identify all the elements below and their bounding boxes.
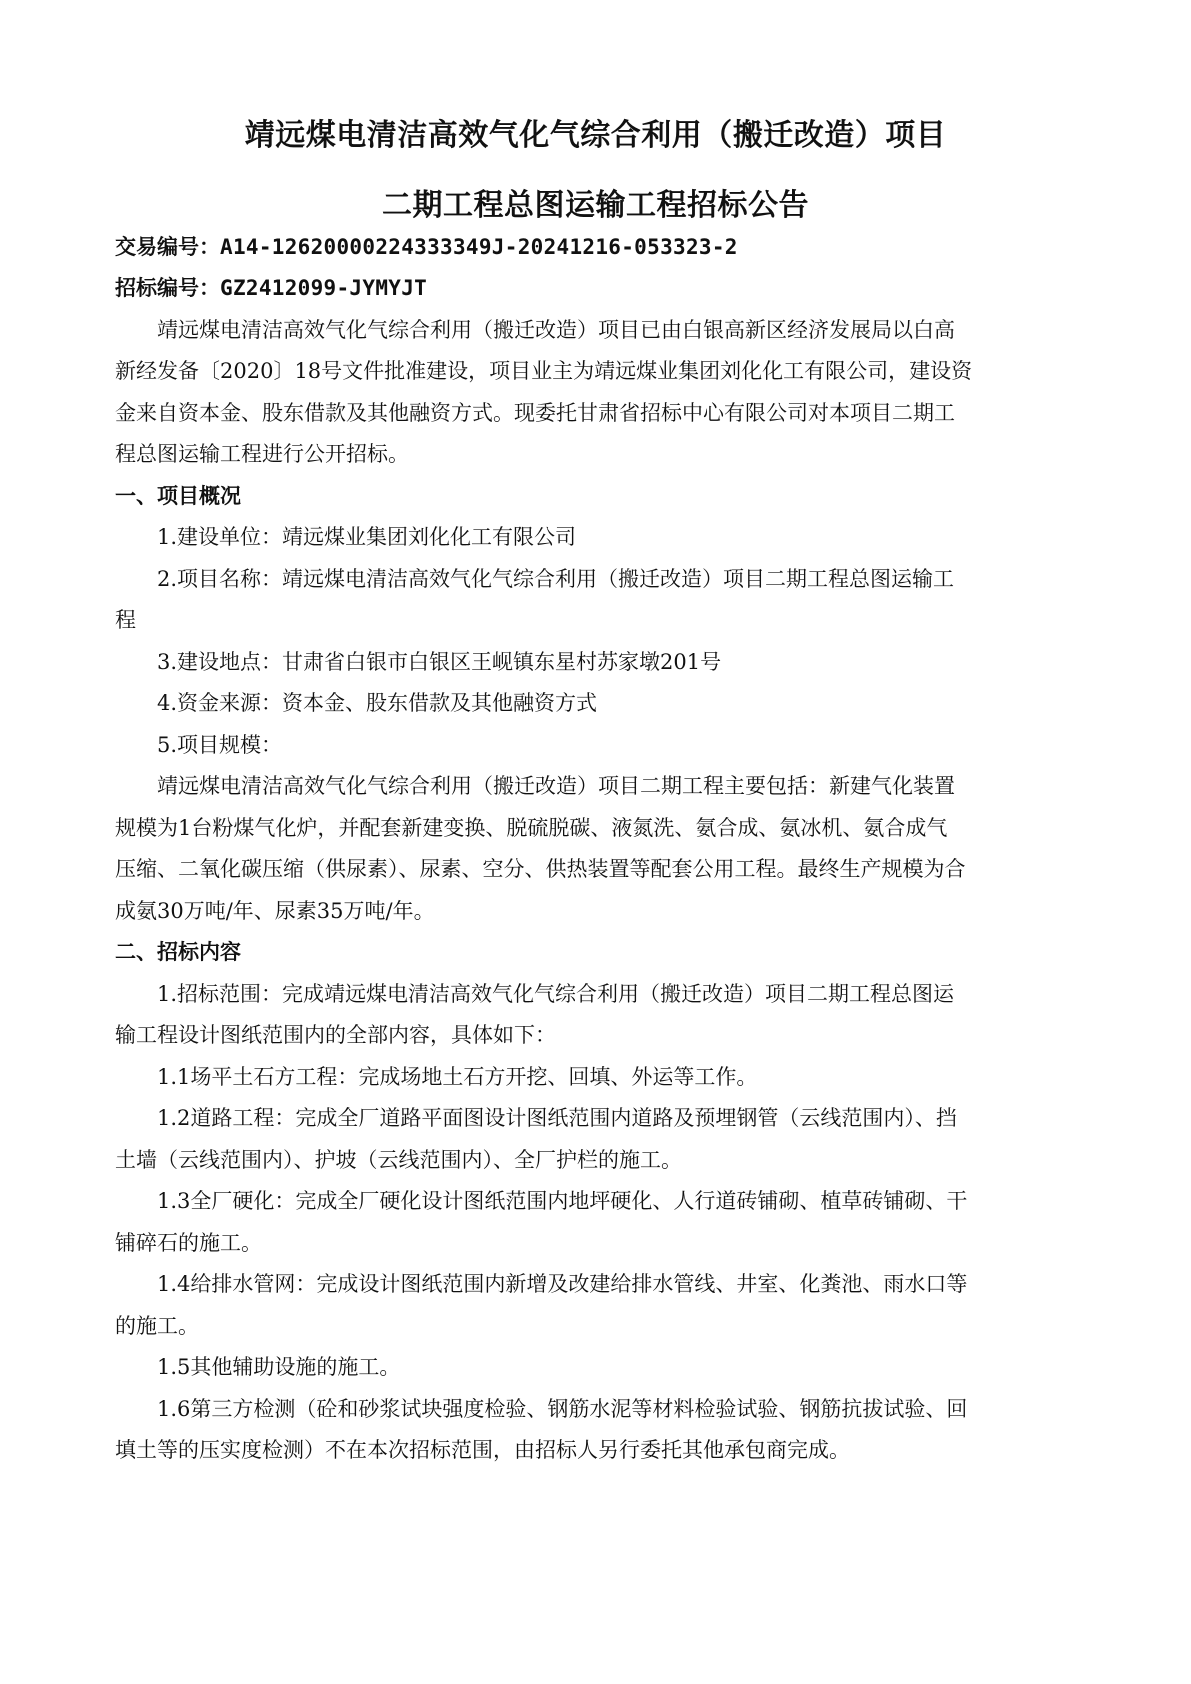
project-item-4: 4.资金来源：资本金、股东借款及其他融资方式 bbox=[157, 691, 598, 715]
section1-heading: 一、项目概况 bbox=[115, 484, 241, 508]
trade-number-label: 交易编号： bbox=[115, 235, 220, 259]
bid-number-value: GZ2412099-JYMYJT bbox=[220, 276, 428, 300]
scope-item-1-1: 1.1场平土石方工程：完成场地土石方开挖、回填、外运等工作。 bbox=[157, 1065, 758, 1089]
intro-line-1: 靖远煤电清洁高效气化气综合利用（搬迁改造）项目已由白银高新区经济发展局以白高 bbox=[157, 318, 955, 342]
scope-line-2: 输工程设计图纸范围内的全部内容，具体如下： bbox=[115, 1023, 556, 1047]
scope-item-1-5: 1.5其他辅助设施的施工。 bbox=[157, 1355, 401, 1379]
scope-line-1: 1.招标范围：完成靖远煤电清洁高效气化气综合利用（搬迁改造）项目二期工程总图运 bbox=[157, 982, 955, 1006]
document-title-line1: 靖远煤电清洁高效气化气综合利用（搬迁改造）项目 bbox=[244, 118, 947, 153]
trade-number-value: A14-12620000224333349J-20241216-053323-2 bbox=[220, 235, 738, 259]
scope-item-1-6: 1.6第三方检测（砼和砂浆试块强度检验、钢筋水泥等材料检验试验、钢筋抗拔试验、回 bbox=[157, 1397, 968, 1421]
scope-item-1-3: 1.3全厂硬化：完成全厂硬化设计图纸范围内地坪硬化、人行道砖铺砌、植草砖铺砌、干 bbox=[157, 1189, 968, 1213]
intro-line-4: 程总图运输工程进行公开招标。 bbox=[115, 442, 409, 466]
scope-item-1-3-cont: 铺碎石的施工。 bbox=[115, 1231, 262, 1255]
intro-line-2: 新经发备〔2020〕18号文件批准建设，项目业主为靖远煤业集团刘化化工有限公司，建设资 bbox=[115, 359, 973, 383]
scope-item-1-4-cont: 的施工。 bbox=[115, 1314, 199, 1338]
project-item-1: 1.建设单位：靖远煤业集团刘化化工有限公司 bbox=[157, 525, 577, 549]
section2-heading: 二、招标内容 bbox=[115, 940, 241, 964]
scope-item-1-4: 1.4给排水管网：完成设计图纸范围内新增及改建给排水管线、井室、化粪池、雨水口等 bbox=[157, 1272, 968, 1296]
scale-line-1: 靖远煤电清洁高效气化气综合利用（搬迁改造）项目二期工程主要包括：新建气化装置 bbox=[157, 774, 955, 798]
project-item-2-cont: 程 bbox=[115, 608, 136, 632]
scope-item-1-2: 1.2道路工程：完成全厂道路平面图设计图纸范围内道路及预埋钢管（云线范围内）、挡 bbox=[157, 1106, 957, 1130]
bid-number-label: 招标编号： bbox=[115, 276, 220, 300]
scale-line-4: 成氨30万吨/年、尿素35万吨/年。 bbox=[115, 899, 435, 923]
project-item-5: 5.项目规模： bbox=[157, 733, 283, 757]
trade-number bbox=[115, 232, 1075, 262]
scale-line-3: 压缩、二氧化碳压缩（供尿素）、尿素、空分、供热装置等配套公用工程。最终生产规模为合 bbox=[115, 857, 966, 881]
bid-number bbox=[115, 273, 1075, 303]
document-title-line2: 二期工程总图运输工程招标公告 bbox=[382, 188, 809, 223]
project-item-3: 3.建设地点：甘肃省白银市白银区王岘镇东星村苏家墩201号 bbox=[157, 650, 722, 674]
scope-item-1-2-cont: 土墙（云线范围内）、护坡（云线范围内）、全厂护栏的施工。 bbox=[115, 1148, 682, 1172]
scope-item-1-6-cont: 填土等的压实度检测）不在本次招标范围，由招标人另行委托其他承包商完成。 bbox=[115, 1438, 850, 1462]
scale-line-2: 规模为1台粉煤气化炉，并配套新建变换、脱硫脱碳、液氮洗、氨合成、氨冰机、氨合成气 bbox=[115, 816, 948, 840]
project-item-2: 2.项目名称：靖远煤电清洁高效气化气综合利用（搬迁改造）项目二期工程总图运输工 bbox=[157, 567, 955, 591]
intro-line-3: 金来自资本金、股东借款及其他融资方式。现委托甘肃省招标中心有限公司对本项目二期工 bbox=[115, 401, 955, 425]
